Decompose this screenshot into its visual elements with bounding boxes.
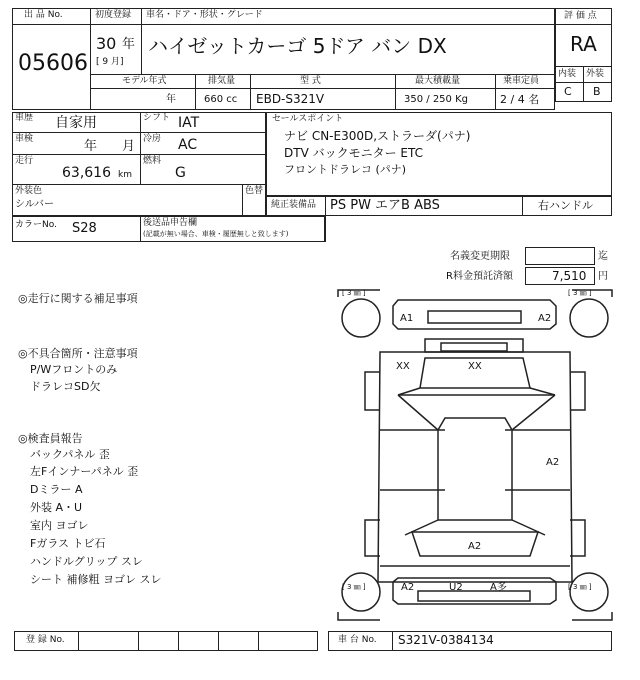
mileage-value: 63,616 (62, 165, 111, 181)
rear-plate (428, 311, 521, 323)
exterior-label: 外装 (586, 69, 605, 79)
damage-roof-left: XX (396, 361, 410, 372)
inspector-item: バックパネル 歪 (30, 448, 110, 461)
fuel-value: G (175, 165, 186, 181)
cabin (438, 418, 512, 520)
color-no-label: カラーNo. (15, 220, 57, 230)
sales-line-3: フロントドラレコ (パナ) (284, 163, 407, 176)
car-name: ハイゼットカーゴ 5ドア バン DX (148, 34, 447, 58)
damage-bumper-left: A2 (401, 582, 415, 593)
tire-depth-rear-left: [ 3 ㎜ ] (342, 289, 366, 297)
score-value: RA (570, 32, 597, 56)
damage-rear-left: A1 (400, 313, 414, 324)
inspection-year: 年 (84, 139, 98, 154)
reg-year-unit: 年 (122, 37, 136, 52)
reg-month: [ 9 月] (96, 57, 124, 67)
inspector-title: ◎検査員報告 (18, 432, 83, 445)
tire-depth-front-left: [ 3 ㎜ ] (342, 583, 366, 591)
defects-title: ◎不具合箇所・注意事項 (18, 347, 138, 360)
exterior-grade: B (593, 85, 601, 98)
inspector-item: 外装 A・U (30, 501, 83, 514)
rear-hatch (425, 339, 523, 352)
tire-depth-front-right: [ 3 ㎜ ] (568, 583, 592, 591)
damage-rear-right: A2 (538, 313, 552, 324)
shift-value: IAT (178, 115, 200, 131)
inspector-item: ハンドルグリップ スレ (30, 555, 143, 568)
score-label: 評 価 点 (564, 11, 597, 21)
interior-grade: C (564, 85, 572, 98)
tire-bracket-br (572, 612, 612, 620)
shift-label: シフト (143, 113, 171, 123)
capacity-value: 2 / 4 名 (500, 93, 540, 106)
ac-label: 冷房 (143, 134, 162, 144)
inspection-label: 車検 (15, 134, 34, 144)
car-name-label: 車名・ドア・形状・グレード (146, 10, 263, 20)
tire-rear-right (570, 299, 608, 337)
rear-lamp-bar (441, 343, 507, 351)
first-reg-label: 初度登録 (95, 10, 132, 20)
pillar-rear (398, 395, 555, 430)
registration-label: 登 録 No. (26, 635, 65, 645)
exterior-color-label: 外装色 (15, 186, 43, 196)
history-label: 車歴 (15, 113, 34, 123)
rear-bumper (393, 300, 556, 329)
recycle-value: 7,510 (552, 269, 587, 283)
recycle-unit: 円 (598, 271, 608, 282)
max-load-value: 350 / 250 Kg (404, 94, 468, 105)
inspection-month: 月 (122, 139, 136, 154)
sales-line-1: ナビ CN-E300D,ストラーダ(パナ) (284, 129, 471, 143)
driving-notes-title: ◎走行に関する補足事項 (18, 292, 138, 305)
history-value: 自家用 (55, 115, 97, 131)
lot-number: 05606 (18, 51, 88, 76)
capacity-label: 乗車定員 (503, 76, 540, 86)
equipment-value: PS PW エアB ABS (330, 198, 440, 213)
damage-right-side: A2 (546, 457, 560, 468)
sales-point-label: セールスポイント (272, 114, 344, 124)
tire-front-left (342, 573, 380, 611)
fuel-label: 燃料 (143, 156, 162, 166)
defect-item: ドラレコSD欠 (30, 380, 101, 393)
front-plate (418, 591, 530, 601)
tire-rear-left (342, 299, 380, 337)
recycle-label: R料金預託済額 (446, 271, 513, 282)
damage-bumper-right: A多 (490, 582, 507, 593)
handle-value: 右ハンドル (538, 199, 593, 212)
max-load-label: 最大積載量 (415, 76, 461, 86)
chassis-label: 車 台 No. (338, 635, 377, 645)
tire-depth-rear-right: [ 3 ㎜ ] (568, 289, 592, 297)
aftermarket-note: (記載が無い場合、車検・履歴無しと致します) (143, 230, 289, 238)
name-change-label: 名義変更期限 (450, 251, 510, 262)
exterior-color-value: シルバー (15, 199, 55, 210)
equipment-label: 純正装備品 (271, 200, 317, 210)
mileage-unit: km (118, 170, 132, 180)
chassis-number: S321V-0384134 (398, 633, 494, 647)
arch-rr (570, 372, 585, 410)
tire-bracket-bl (338, 612, 380, 620)
damage-roof-center: XX (468, 361, 482, 372)
inspector-item: シート 補修粗 ヨゴレ スレ (30, 573, 162, 586)
aftermarket-label: 後送品申告欄 (143, 218, 198, 228)
reg-year: 30 (96, 34, 117, 53)
displacement-value: 660 cc (204, 94, 238, 105)
defect-item: P/Wフロントのみ (30, 363, 118, 376)
roof-corners (398, 388, 555, 395)
type-label: 型 式 (300, 76, 321, 86)
lot-label: 出 品 No. (24, 10, 63, 20)
damage-hood: A2 (468, 541, 482, 552)
ac-value: AC (178, 137, 198, 153)
model-code: EBD-S321V (256, 92, 325, 106)
color-no-value: S28 (72, 221, 97, 236)
arch-rl (365, 372, 380, 410)
mileage-label: 走行 (15, 156, 34, 166)
inspector-item: 室内 ヨゴレ (30, 519, 89, 532)
interior-label: 内装 (558, 69, 577, 79)
displacement-label: 排気量 (208, 76, 236, 86)
inspector-item: 左Fインナーパネル 歪 (30, 465, 139, 478)
model-year-label: モデル年式 (122, 76, 167, 86)
model-year-unit: 年 (166, 94, 176, 105)
inspector-item: Fガラス トビ石 (30, 537, 106, 550)
name-change-unit: 迄 (598, 251, 608, 262)
sales-line-2: DTV バックモニター ETC (284, 146, 423, 160)
color-change-label: 色替 (245, 186, 264, 196)
inspector-item: Dミラー A (30, 483, 83, 496)
tire-front-right (570, 573, 608, 611)
damage-bumper-center: U2 (449, 582, 463, 593)
